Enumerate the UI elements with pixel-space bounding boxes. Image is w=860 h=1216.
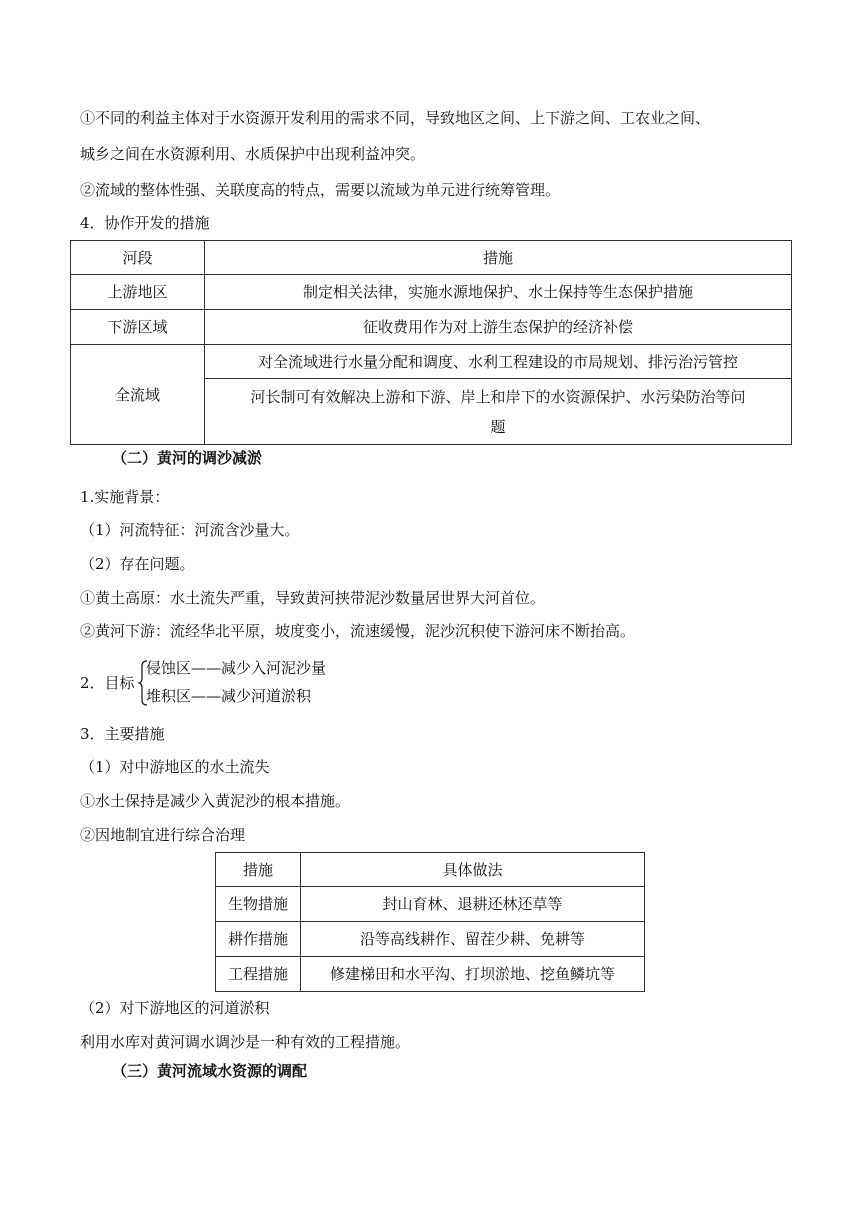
measures-table [215,852,645,992]
goal-deposition: 堆积区——减少河道淤积 [146,687,312,705]
cell-type: 生物措施 [216,887,301,922]
cell-measure-line1: 河长制可有效解决上游和下游、岸上和岸下的水资源保护、水污染防治等问 [250,387,746,406]
cell-segment: 全流域 [71,345,205,445]
cooperation-table [70,240,792,445]
table-row [71,310,792,345]
heading-main-measures: 3．主要措施 [80,725,165,743]
cell-method: 沿等高线耕作、留茬少耕、免耕等 [301,922,645,957]
measure-integrated-management: ②因地制宜进行综合治理 [80,826,246,844]
measure-soil-conservation: ①水土保持是减少入黄泥沙的根本措施。 [80,792,351,810]
goal-block [80,658,480,708]
background-river-feature: （1）河流特征：河流含沙量大。 [80,521,300,539]
cell-measure: 征收费用作为对上游生态保护的经济补偿 [205,310,792,345]
heading-background: 1.实施背景： [80,488,170,506]
goal-erosion: 侵蚀区——减少入河泥沙量 [146,659,327,677]
header-measure: 措施 [205,241,792,275]
measure-middle-reaches: （1）对中游地区的水土流失 [80,758,270,776]
table-header-row [216,853,645,887]
measure-lower-reaches: （2）对下游地区的河道淤积 [80,999,270,1017]
section-title-sediment: （二）黄河的调沙减淤 [112,449,263,467]
header-type: 措施 [216,853,301,887]
table-row [71,345,792,379]
table-header-row [71,241,792,275]
background-problems: （2）存在问题。 [80,555,195,573]
header-segment: 河段 [71,241,205,275]
cell-method: 修建梯田和水平沟、打坝淤地、挖鱼鳞坑等 [301,957,645,992]
heading-cooperation-measures: 4．协作开发的措施 [80,214,210,232]
table-row [216,957,645,992]
cell-method: 封山育林、退耕还林还草等 [301,887,645,922]
paragraph-conflict-line1: ①不同的利益主体对于水资源开发利用的需求不同，导致地区之间、上下游之间、工农业之间、 [80,109,711,127]
cell-measure: 对全流域进行水量分配和调度、水利工程建设的市局规划、排污治污管控 [205,345,792,379]
cell-measure: 制定相关法律，实施水源地保护、水土保持等生态保护措施 [205,275,792,310]
cell-segment: 上游地区 [71,275,205,310]
cell-segment: 下游区域 [71,310,205,345]
section-title-water-allocation: （三）黄河流域水资源的调配 [112,1062,308,1080]
measure-reservoir: 利用水库对黄河调水调沙是一种有效的工程措施。 [80,1033,411,1051]
paragraph-basin-management: ②流域的整体性强、关联度高的特点，需要以流域为单元进行统筹管理。 [80,181,561,199]
cell-type: 工程措施 [216,957,301,992]
table-row [216,887,645,922]
problem-lower-reaches: ②黄河下游：流经华北平原，坡度变小，流速缓慢，泥沙沉积使下游河床不断抬高。 [80,622,636,640]
cell-type: 耕作措施 [216,922,301,957]
cell-measure-line2: 题 [490,417,506,436]
header-method: 具体做法 [301,853,645,887]
paragraph-conflict-line2: 城乡之间在水资源利用、水质保护中出现利益冲突。 [80,145,426,163]
goal-label: 2．目标 [80,674,135,692]
table-row [216,922,645,957]
cell-measure-multiline [205,379,792,445]
table-row [71,275,792,310]
problem-loess-plateau: ①黄土高原：水土流失严重，导致黄河挟带泥沙数量居世界大河首位。 [80,589,546,607]
